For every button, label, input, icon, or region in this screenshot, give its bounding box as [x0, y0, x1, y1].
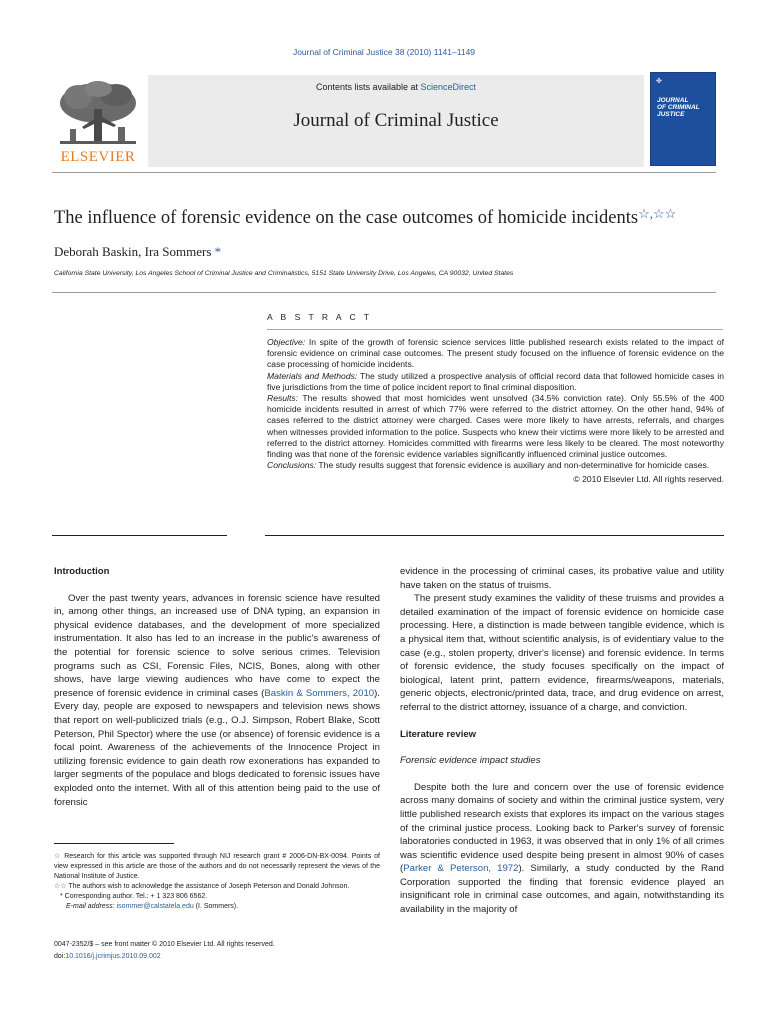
footnote-3 [54, 892, 380, 902]
authors [54, 244, 221, 260]
header-divider [52, 172, 716, 173]
contents-prefix: Contents lists available at [315, 82, 421, 92]
abstract-copyright: © 2010 Elsevier Ltd. All rights reserved. [573, 474, 724, 485]
footnote-2-mark: ☆☆ [54, 883, 67, 890]
doi-prefix: doi: [54, 953, 66, 960]
title-footnote-marks[interactable]: ☆,☆☆ [638, 206, 677, 221]
publisher-name: ELSEVIER [60, 149, 136, 165]
conclusions-text: The study results suggest that forensic evidence is auxiliary and non-determinative for homicide cases. [316, 460, 710, 471]
results-text: The results showed that most homicides went unsolved (34.5% conviction rate). Only 55.5% of the 400 homicide incidents resulted in arrest of which 77% were referred to the district attorney. On the other hand, 94% of cases referred to the district attorney were charged. Cases were more likely to have arrests, referrals, and charges when witnesses provided information to the police. Suspects who knew their victims were more likely to be arrested and referred to the district attorney. Homicides committed with firearms were less likely to be cleared. The most noteworthy finding was that none of the forensic evidence variables significantly influenced criminal justice outcomes. [267, 393, 724, 460]
section-heading-literature-review: Literature review [400, 728, 477, 740]
section-heading-introduction: Introduction [54, 566, 110, 577]
abstract-objective [267, 337, 724, 371]
methods-text: The study utilized a prospective analysis of official record data that followed homicide cases in five jurisdictions from the time of police incident report to final criminal disposition. [267, 370, 724, 392]
affiliation: California State University, Los Angeles School of Criminal Justice and Criminalistics, 5151 State University Drive, Los Angeles, CA 90032, United States [54, 270, 514, 277]
right-column [400, 565, 724, 917]
subsection-heading-impact-studies: Forensic evidence impact studies [400, 755, 541, 767]
journal-title: Journal of Criminal Justice [293, 110, 499, 131]
abstract-methods [267, 371, 724, 393]
email-suffix: (I. Sommers). [193, 903, 239, 910]
abstract-results [267, 393, 724, 460]
lit-p1-text-b: ). Similarly, a study conducted by the Rand Corporation supported the finding that forensic evidence played an insignificant role in criminal case outcomes, and again, notwithstanding its availability in the majority of [400, 863, 724, 916]
footnote-3-mark: * [60, 893, 63, 900]
intro-paragraph-1 [54, 592, 380, 810]
doi-line [54, 951, 380, 963]
lit-paragraph-1 [400, 781, 724, 917]
abstract-conclusions [267, 460, 724, 471]
citation-baskin-sommers[interactable]: Baskin & Sommers, 2010 [264, 687, 375, 699]
results-label: Results: [267, 393, 299, 404]
right-divider [265, 535, 724, 536]
journal-reference[interactable]: Journal of Criminal Justice 38 (2010) 1141–1149 [292, 47, 476, 57]
article-title-text: The influence of forensic evidence on the case outcomes of homicide incidents [54, 208, 639, 228]
cover-logo-icon: ✤ [656, 77, 662, 85]
intro-paragraph-1-continued: evidence in the processing of criminal cases, its probative value and utility have taken on the status of truisms. [400, 566, 724, 591]
citation-parker-peterson[interactable]: Parker & Peterson, 1972 [403, 863, 519, 875]
footnote-1 [54, 852, 380, 882]
abstract-heading: A B S T R A C T [267, 312, 373, 322]
footnote-3-text: Corresponding author. Tel.: + 1 323 806 6562. [62, 893, 208, 900]
abstract-body [267, 337, 724, 486]
methods-label: Materials and Methods: [267, 370, 358, 381]
footnotes [54, 852, 380, 912]
author-names: Deborah Baskin, Ira Sommers [54, 244, 212, 259]
corresponding-author-mark[interactable]: * [214, 244, 222, 259]
front-matter [54, 939, 380, 963]
footnote-1-mark: ☆ [54, 853, 62, 860]
objective-label: Objective: [267, 337, 306, 347]
footnote-2-text: The authors wish to acknowledge the assistance of Joseph Peterson and Donald Johnson. [66, 883, 350, 890]
article-title [54, 208, 734, 229]
contents-line [148, 82, 644, 92]
sciencedirect-link[interactable]: ScienceDirect [420, 82, 477, 92]
email-line [54, 902, 380, 912]
journal-cover[interactable] [650, 72, 716, 166]
footnote-2 [54, 882, 380, 892]
front-matter-line: 0047-2352/$ – see front matter © 2010 Elsevier Ltd. All rights reserved. [54, 941, 275, 948]
email-label: E-mail address: [66, 903, 115, 910]
abstract-divider [267, 329, 723, 330]
title-divider [52, 292, 716, 293]
elsevier-logo [52, 75, 144, 167]
cover-title: JOURNAL OF CRIMINAL JUSTICE [657, 97, 700, 118]
left-divider [52, 535, 227, 536]
intro-p1-text-b: ). Every day, people are exposed to newspapers and television news shows that report on well-publicized trials (e.g., O.J. Simpson, Robert Blake, Scott Peterson, Phil Spector) where the use (or absence) of forensic evidence is a focal point. Awareness of the achievements of the Innocence Project in utilizing forensic evidence to gain death row exonerations has expanded to larger segments of the populace and blogs dedicated to forensic issues have exploded onto the internet. With all of this attention being paid to the use of forensic [54, 687, 380, 808]
footnote-1-text: Research for this article was supported through NIJ research grant # 2006-DN-BX-0094. Points of view expressed in this article are those of the authors and do not necessarily represent the views of the National Institute of Justice. [54, 853, 380, 880]
intro-p1-text-a: Over the past twenty years, advances in forensic science have resulted in, among other things, an increased use of DNA typing, an expansion in physical evidence databases, and the development of more specialized instrumentation. It also has led to an increase in the public's awareness of the potential for forensic science to solve serious crimes. Television programs such as CSI, Forensic Files, NCIS, Bones, along with other shows, have large viewing audiences who have come to expect the presence of forensic evidence in criminal cases ( [54, 592, 380, 699]
doi-link[interactable]: 10.1016/j.jcrimjus.2010.09.002 [65, 953, 161, 960]
intro-paragraph-2: The present study examines the validity of these truisms and provides a detailed examination of the impact of forensic evidence on homicide case processing. Here, a distinction is made between tangible evidence, which is a physical item that, without scientific analysis, is of evidentiary value to the case (e.g., stolen property, driver's license) and forensic evidence. In terms of forensic evidence, the study focuses specifically on the impact of biological, latent print, pattern evidence, firearms/weapons, materials, generic objects, electronic/printed data, trace, and drug evidence on arrest, referral to the district attorney, issuance of a charge, and conviction. [400, 593, 724, 713]
lit-p1-text-a: Despite both the lure and concern over the use of forensic evidence across many domains of society and within the criminal justice system, very little published research exists that explores its impact on the various stages of the criminal justice process. Looking back to Parker's survey of forensic laboratories conducted in 1963, it was observed that in only 1% of all crimes was scientific evidence used despite being present in almost 90% of cases ( [400, 781, 724, 875]
left-column [54, 565, 380, 809]
objective-text: In spite of the growth of forensic science services little published research exists related to the impact of forensic evidence on criminal case outcomes. The present study focused on the influence of forensic evidence on the case processing of homicide incidents. [267, 337, 724, 370]
footnote-divider [54, 843, 174, 844]
email-link[interactable]: isommer@calstatela.edu [116, 903, 194, 910]
conclusions-label: Conclusions: [267, 460, 317, 471]
